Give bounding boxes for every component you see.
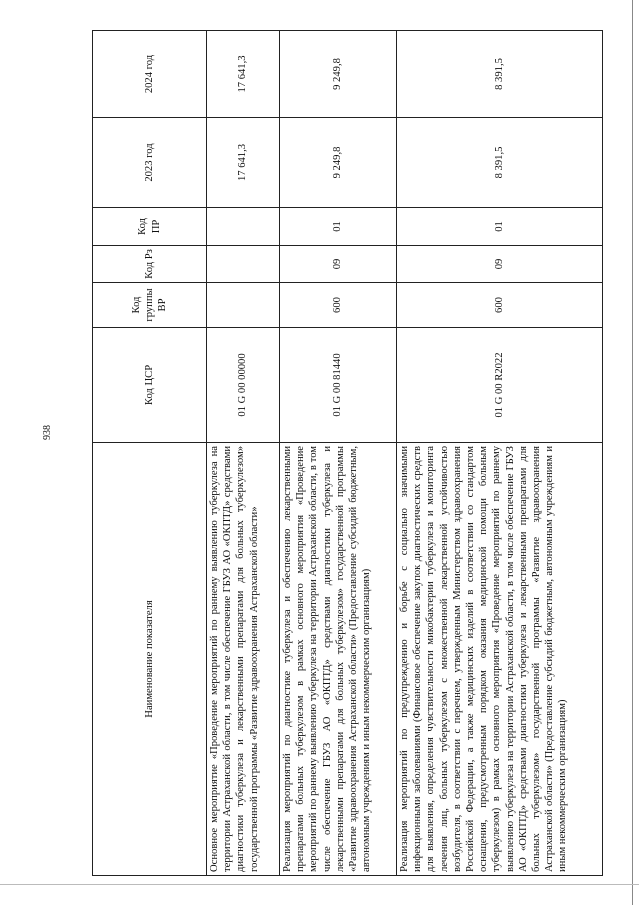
table-header-row: [93, 31, 207, 876]
row-2023: 8 391,5: [397, 118, 603, 208]
scan-bottom-line: [0, 884, 639, 885]
row-name: Реализация мероприятий по предупреждению и борьбе с социально значимыми инфекционными заболеваниями (Финансовое обеспечение закупок диагностических средств для выявления, определения чувствительности микобактерии туберкулеза и мониторинга лечения лиц, больных туберкулезом с множественной лекарственной устойчивостью возбудителя, в соответствии с перечнем, утвержденным Министерством здравоохранения Российской Федерации, а также медицинских изделий в соответствии со стандартом оснащения, предусмотренным порядком оказания медицинской помощи больным туберкулезом) в рамках основного мероприятия «Проведение мероприятий по раннему выявлению туберкулеза на территории Астраханской области, в том числе обеспечение ГБУЗ АО «ОКПТД» средствами диагностики туберкулеза и лекарственными препаратами для больных туберкулезом» государственной программы «Развитие здравоохранения Астраханской области» (Предоставление субсидий бюджетным, автономным учреждениям и иным некоммерческим организациям): [397, 443, 603, 876]
row-pr: 01: [280, 208, 397, 246]
row-2023: 17 641,3: [207, 118, 280, 208]
row-rz: [207, 246, 280, 283]
row-2024: 9 249,8: [280, 31, 397, 118]
row-2023: 9 249,8: [280, 118, 397, 208]
table-row: [207, 31, 280, 876]
header-csr: Код ЦСР: [93, 328, 207, 443]
page-number: 938: [42, 425, 53, 440]
header-rz: Код Рз: [93, 246, 207, 283]
header-pr: Код ПР: [93, 208, 207, 246]
row-csr: 01 G 00 00000: [207, 328, 280, 443]
row-csr: 01 G 00 R2022: [397, 328, 603, 443]
row-name: Основное мероприятие «Проведение мероприятий по раннему выявлению туберкулеза на территории Астраханской области, в том числе обеспечение ГБУЗ АО «ОКПТД» средствами диагностики туберкулеза и лекарственными препаратами для больных туберкулезом» государственной программы «Развитие здравоохранения Астраханской области»: [207, 443, 280, 876]
row-vr: 600: [280, 283, 397, 328]
table-row: [280, 31, 397, 876]
row-2024: 17 641,3: [207, 31, 280, 118]
budget-table-container: [92, 31, 569, 876]
row-pr: 01: [397, 208, 603, 246]
row-rz: 09: [280, 246, 397, 283]
row-rz: 09: [397, 246, 603, 283]
header-2024: 2024 год: [93, 31, 207, 118]
row-vr: 600: [397, 283, 603, 328]
row-2024: 8 391,5: [397, 31, 603, 118]
header-2023: 2023 год: [93, 118, 207, 208]
table-row: [397, 31, 603, 876]
budget-table: [92, 30, 603, 876]
header-vr: Код группы ВР: [93, 283, 207, 328]
scan-edge-line: [632, 0, 633, 905]
row-name: Реализация мероприятий по диагностике туберкулеза и обеспечению лекарственными препаратами больных туберкулезом в рамках основного мероприятия «Проведение мероприятий по раннему выявлению туберкулеза на территории Астраханской области, в том числе обеспечение ГБУЗ АО «ОКПТД» средствами диагностики туберкулеза и лекарственными препаратами для больных туберкулезом» государственной программы «Развитие здравоохранения Астраханской области» (Предоставление субсидий бюджетным, автономным учреждениям и иным некоммерческим организациям): [280, 443, 397, 876]
row-vr: [207, 283, 280, 328]
row-pr: [207, 208, 280, 246]
row-csr: 01 G 00 81440: [280, 328, 397, 443]
header-name: Наименование показателя: [93, 443, 207, 876]
